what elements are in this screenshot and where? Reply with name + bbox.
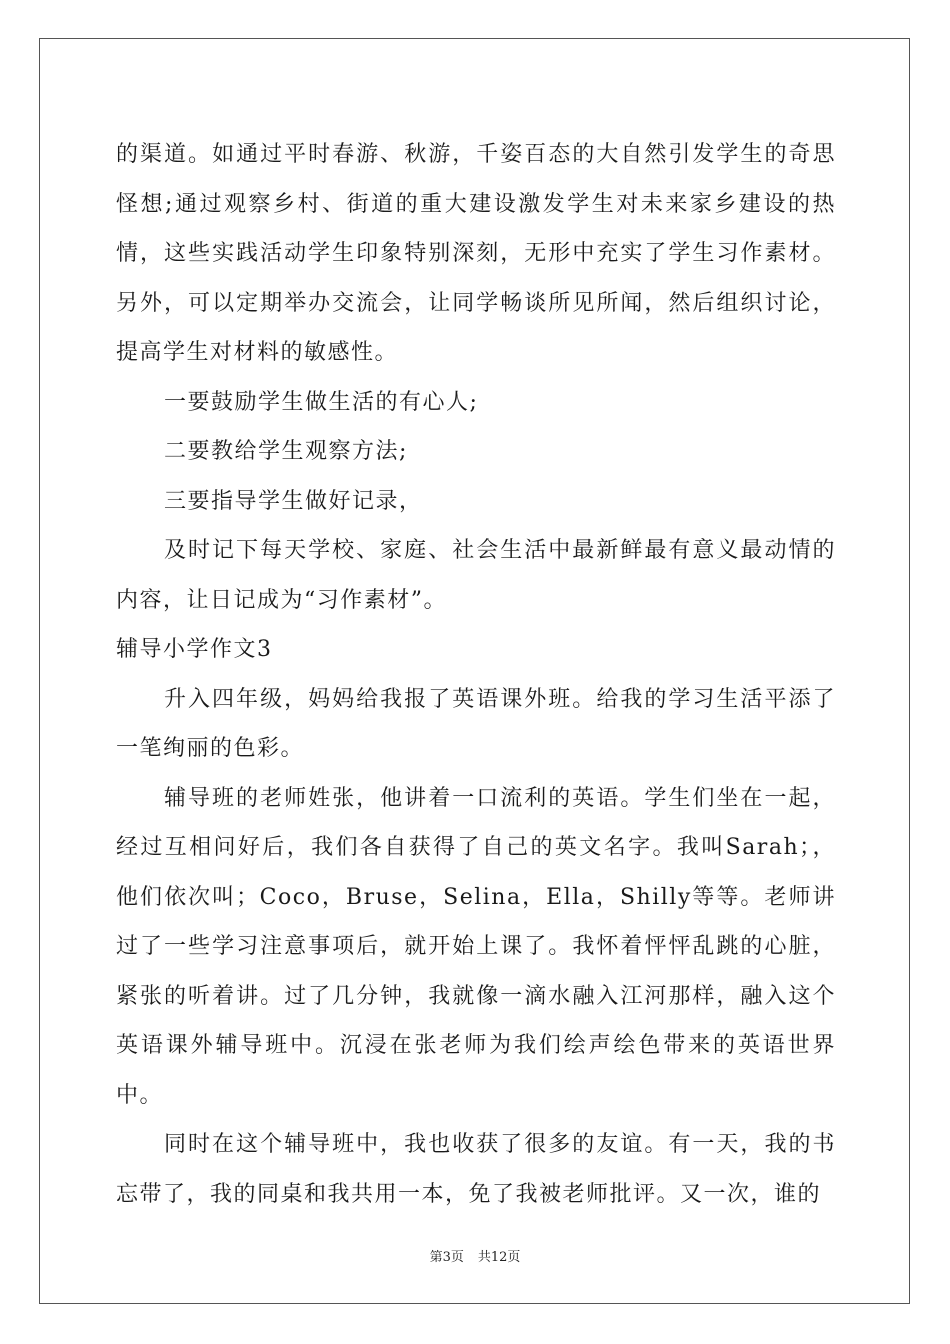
paragraph-point-two: 二要教给学生观察方法; bbox=[164, 439, 408, 464]
paragraph-point-one: 一要鼓励学生做生活的有心人; bbox=[164, 389, 479, 415]
page-footer bbox=[0, 1246, 950, 1265]
paragraph-friendship: 同时在这个辅导班中，我也收获了很多的友谊。有一天，我的书忘带了，我的同桌和我共用一本，免了我被老师批评。又一次，谁的 bbox=[116, 1132, 836, 1207]
page-total: 共12页 bbox=[477, 1250, 521, 1265]
paragraph-intro: 升入四年级，妈妈给我报了英语课外班。给我的学习生活平添了一笔绚丽的色彩。 bbox=[116, 686, 836, 761]
section-heading: 辅导小学作文3 bbox=[116, 637, 273, 662]
paragraph-continuation: 的渠道。如通过平时春游、秋游，千姿百态的大自然引发学生的奇思怪想;通过观察乡村、街道的重大建设激发学生对未来家乡建设的热情，这些实践活动学生印象特别深刻，无形中充实了学生习作素材。另外，可以定期举办交流会，让同学畅谈所见所闻，然后组织讨论，提高学生对材料的敏感性。 bbox=[116, 142, 836, 365]
paragraph-diary: 及时记下每天学校、家庭、社会生活中最新鲜最有意义最动情的内容，让日记成为“习作素材”。 bbox=[116, 538, 836, 613]
paragraph-point-three: 三要指导学生做好记录， bbox=[164, 488, 423, 514]
document-body bbox=[116, 130, 836, 1219]
page-number: 第3页 bbox=[429, 1250, 464, 1265]
paragraph-class: 辅导班的老师姓张，他讲着一口流利的英语。学生们坐在一起，经过互相问好后，我们各自获得了自己的英文名字。我叫Sarah；，他们依次叫；Coco，Bruse，Selina，Ella，Shilly等等。老师讲过了一些学习注意事项后，就开始上课了。我怀着怦怦乱跳的心脏，紧张的听着讲。过了几分钟，我就像一滴水融入江河那样，融入这个英语课外辅导班中。沉浸在张老师为我们绘声绘色带来的英语世界中。 bbox=[116, 785, 836, 1108]
